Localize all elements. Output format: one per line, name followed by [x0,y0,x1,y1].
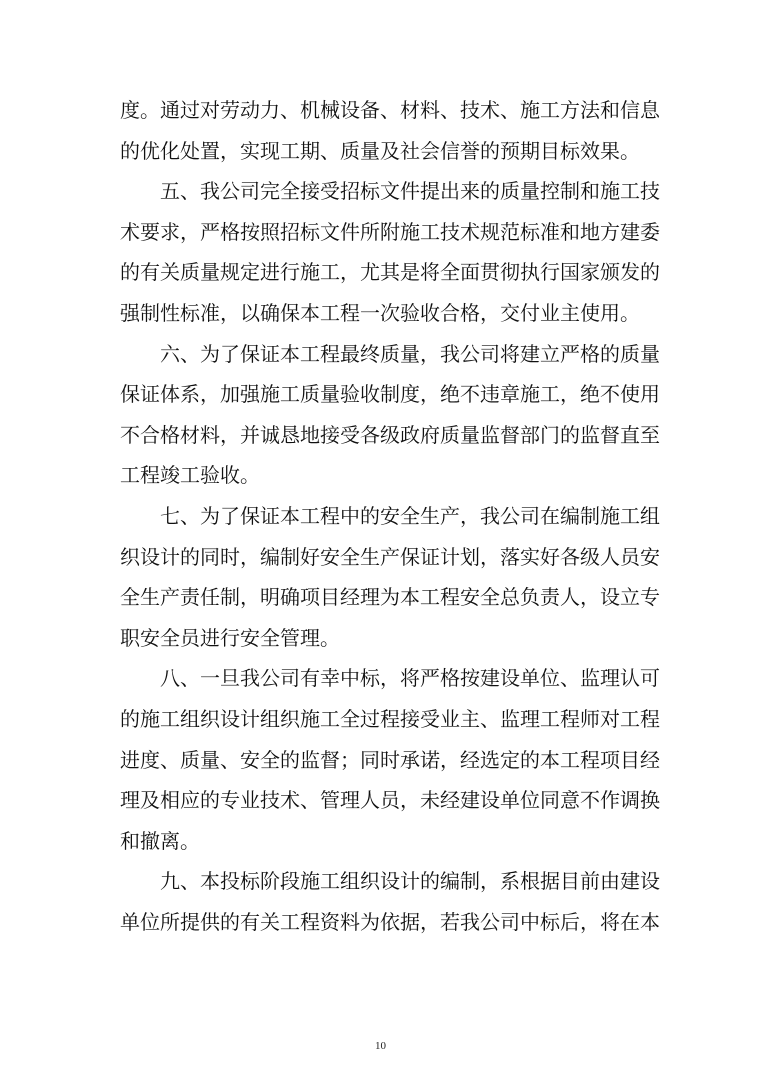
paragraph-9-start: 九、本投标阶段施工组织设计的编制，系根据目前由建设 [160,869,660,894]
text-line: 和撤离。 [120,828,200,853]
paragraph-8-start: 八、一旦我公司有幸中标，将严格按建设单位、监理认可 [160,666,660,691]
text-line: 术要求，严格按照招标文件所附施工技术规范标准和地方建委 [120,219,660,244]
text-line: 进度、质量、安全的监督；同时承诺，经选定的本工程项目经 [120,747,660,772]
paragraph-7-start: 七、为了保证本工程中的安全生产，我公司在编制施工组 [160,503,660,528]
page-number: 10 [375,1040,386,1052]
text-line: 单位所提供的有关工程资料为依据，若我公司中标后，将在本 [120,909,660,934]
text-line: 职安全员进行安全管理。 [120,625,340,650]
paragraph-6-start: 六、为了保证本工程最终质量，我公司将建立严格的质量 [160,341,660,366]
text-line: 全生产责任制，明确项目经理为本工程安全总负责人，设立专 [120,585,660,610]
text-line: 的有关质量规定进行施工，尤其是将全面贯彻执行国家颁发的 [120,260,660,285]
text-line: 保证体系，加强施工质量验收制度，绝不违章施工，绝不使用 [120,382,660,407]
text-line: 度。通过对劳动力、机械设备、材料、技术、施工方法和信息 [120,98,660,122]
text-line: 的施工组织设计组织施工全过程接受业主、监理工程师对工程 [120,706,660,731]
text-line: 工程竣工验收。 [120,463,260,488]
text-line: 不合格材料，并诚恳地接受各级政府质量监督部门的监督直至 [120,422,660,447]
text-line: 织设计的同时，编制好安全生产保证计划，落实好各级人员安 [120,544,660,569]
text-line: 强制性标准，以确保本工程一次验收合格，交付业主使用。 [120,300,640,325]
text-line: 理及相应的专业技术、管理人员，未经建设单位同意不作调换 [120,788,660,813]
text-line: 的优化处置，实现工期、质量及社会信誉的预期目标效果。 [120,138,640,163]
paragraph-5-start: 五、我公司完全接受招标文件提出来的质量控制和施工技 [160,179,660,204]
document-body [120,96,660,948]
